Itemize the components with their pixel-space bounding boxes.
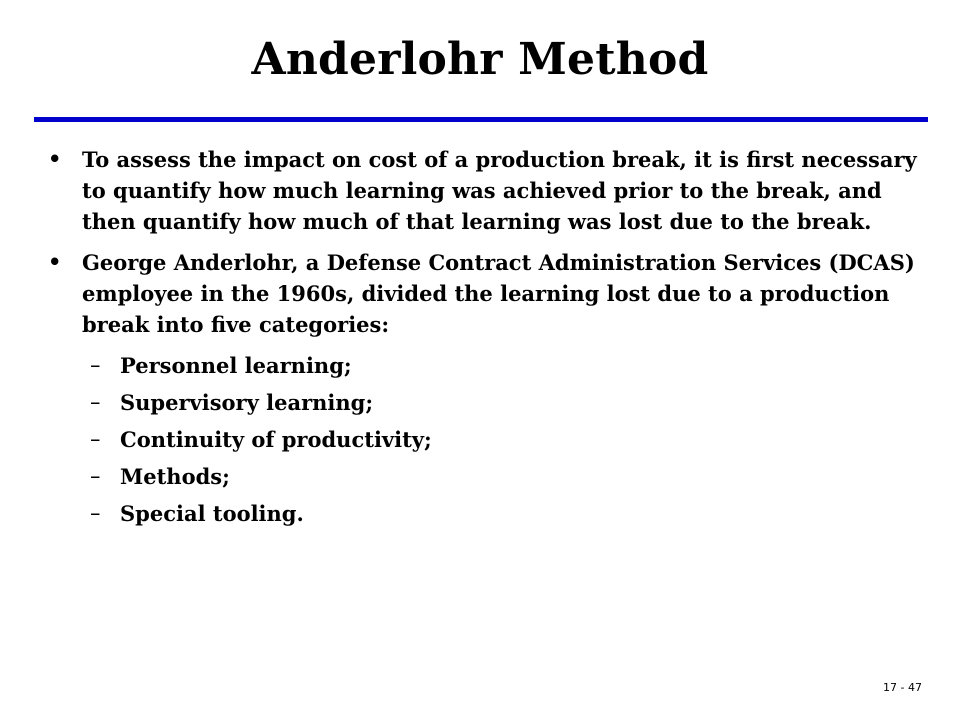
bullet-item-1	[48, 144, 928, 237]
dash-marker: –	[90, 390, 101, 414]
page-number: 17 - 47	[883, 681, 922, 694]
category-item-continuity-of-productivity	[48, 424, 928, 455]
bullet-text-1: To assess the impact on cost of a production break, it is first necessary to quantify how much learning was achieved prior to the break, and then quantify how much of that learning was lost due to the break.	[82, 147, 917, 234]
category-item-personnel-learning	[48, 350, 928, 381]
category-list	[48, 350, 928, 529]
category-label: Methods;	[120, 464, 230, 489]
category-label: Special tooling.	[120, 501, 304, 526]
category-label: Continuity of productivity;	[120, 427, 432, 452]
category-label: Supervisory learning;	[120, 390, 374, 415]
bullet-marker: •	[48, 250, 62, 274]
category-item-methods	[48, 461, 928, 492]
category-item-special-tooling	[48, 498, 928, 529]
dash-marker: –	[90, 464, 101, 488]
slide-title: Anderlohr Method	[251, 34, 709, 85]
title-divider-rule	[34, 117, 928, 122]
bullet-marker: •	[48, 147, 62, 171]
category-label: Personnel learning;	[120, 353, 352, 378]
dash-marker: –	[90, 353, 101, 377]
category-item-supervisory-learning	[48, 387, 928, 418]
bullet-text-2: George Anderlohr, a Defense Contract Administration Services (DCAS) employee in the 1960s, divided the learning lost due to a production break into five categories:	[82, 250, 915, 337]
dash-marker: –	[90, 427, 101, 451]
dash-marker: –	[90, 501, 101, 525]
bullet-item-2	[48, 247, 928, 340]
slide-content	[48, 144, 928, 535]
